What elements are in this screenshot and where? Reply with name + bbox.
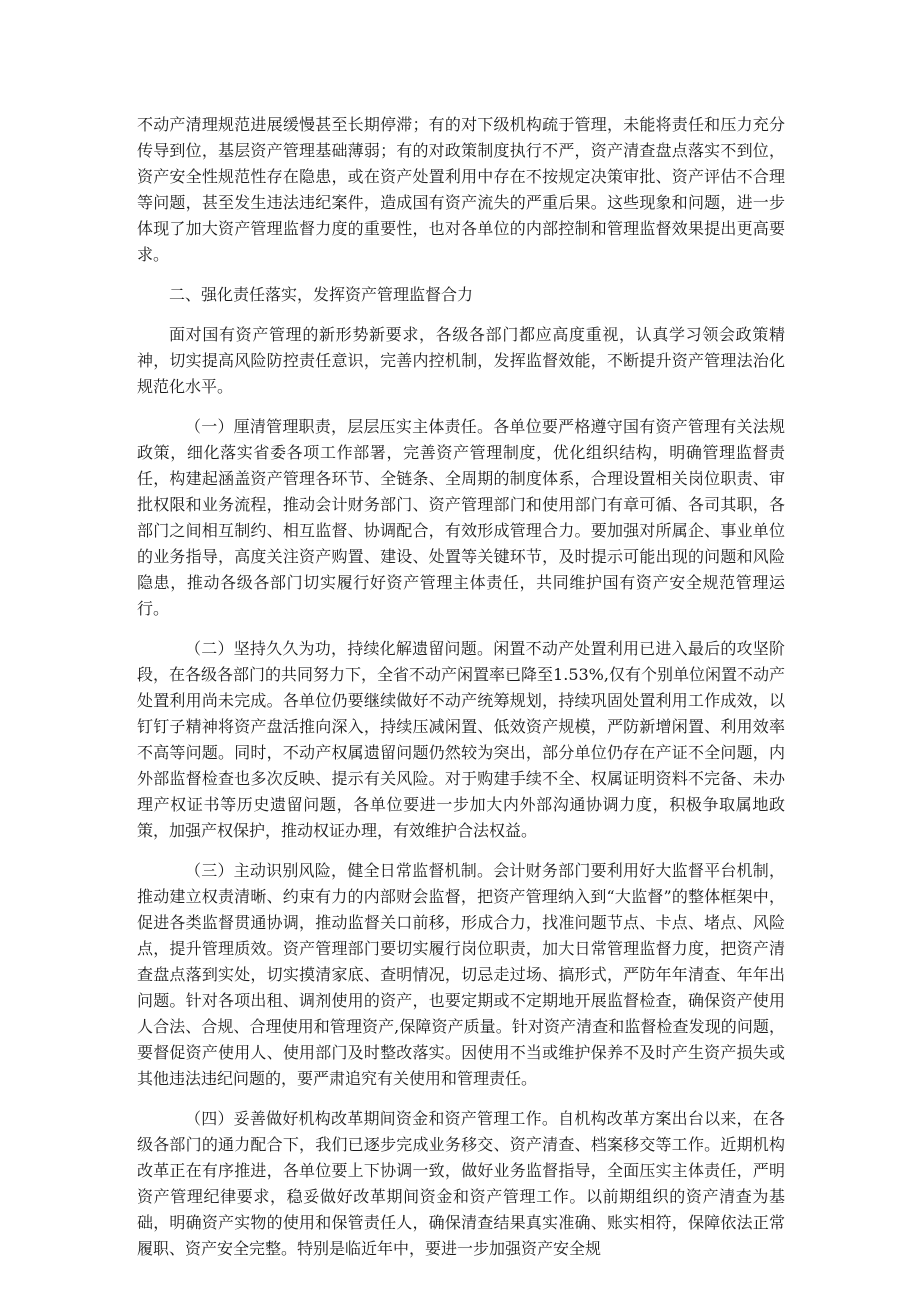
paragraph-intro: 面对国有资产管理的新形势新要求，各级各部门都应高度重视，认真学习领会政策精神，切实提高风险防控责任意识，完善内控机制，发挥监督效能，不断提升资产管理法治化规范化水平。 — [137, 325, 785, 396]
paragraph-item-2: （二）坚持久久为功，持续化解遗留问题。闲置不动产处置利用已进入最后的攻坚阶段，在各级各部门的共同努力下，全省不动产闲置率已降至1.53%,仅有个别单位闲置不动产处置利用尚未完成。各单位仍要继续做好不动产统筹规划，持续巩固处置利用工作成效，以钉钉子精神将资产盘活推向深入，持续压减闲置、低效资产规模，严防新增闲置、利用效率不高等问题。同时，不动产权属遗留问题仍然较为突出，部分单位仍存在产证不全问题，内外部监督检查也多次反映、提示有关风险。对于购建手续不全、权属证明资料不完备、未办理产权证书等历史遗留问题，各单位要进一步加大内外部沟通协调力度，积极争取属地政策，加强产权保护，推动权证办理，有效维护合法权益。 — [137, 639, 785, 840]
paragraph-continuation: 不动产清理规范进展缓慢甚至长期停滞；有的对下级机构疏于管理，未能将责任和压力充分传导到位，基层资产管理基础薄弱；有的对政策制度执行不严，资产清查盘点落实不到位，资产安全性规范性存在隐患，或在资产处置利用中存在不按规定决策审批、资产评估不合理等问题，甚至发生违法违纪案件，造成国有资产流失的严重后果。这些现象和问题，进一步体现了加大资产管理监督力度的重要性，也对各单位的内部控制和管理监督效果提出更高要求。 — [137, 115, 785, 264]
paragraph-item-1: （一）厘清管理职责，层层压实主体责任。各单位要严格遵守国有资产管理有关法规政策，细化落实省委各项工作部署，完善资产管理制度，优化组织结构，明确管理监督责任，构建起涵盖资产管理各环节、全链条、全周期的制度体系，合理设置相关岗位职责、审批权限和业务流程，推动会计财务部门、资产管理部门和使用部门有章可循、各司其职，各部门之间相互制约、相互监督、协调配合，有效形成管理合力。要加强对所属企、事业单位的业务指导，高度关注资产购置、建设、处置等关键环节，及时提示可能出现的问题和风险隐患，推动各级各部门切实履行好资产管理主体责任，共同维护国有资产安全规范管理运行。 — [137, 417, 785, 618]
paragraph-item-4: （四）妥善做好机构改革期间资金和资产管理工作。自机构改革方案出台以来，在各级各部门的通力配合下，我们已逐步完成业务移交、资产清查、档案移交等工作。近期机构改革正在有序推进，各单位要上下协调一致，做好业务监督指导，全面压实主体责任，严明资产管理纪律要求，稳妥做好改革期间资金和资产管理工作。以前期组织的资产清查为基础，明确资产实物的使用和保管责任人，确保清查结果真实准确、账实相符，保障依法正常履职、资产安全完整。特别是临近年中，要进一步加强资产安全规 — [137, 1109, 785, 1258]
section-heading-2: 二、强化责任落实，发挥资产管理监督合力 — [169, 285, 474, 304]
paragraph-item-3: （三）主动识别风险，健全日常监督机制。会计财务部门要利用好大监督平台机制，推动建立权责清晰、约束有力的内部财会监督，把资产管理纳入到“大监督”的整体框架中，促进各类监督贯通协调，推动监督关口前移，形成合力，找准问题节点、卡点、堵点、风险点，提升管理质效。资产管理部门要切实履行岗位职责，加大日常管理监督力度，把资产清查盘点落到实处，切实摸清家底、查明情况，切忌走过场、搞形式，严防年年清查、年年出问题。针对各项出租、调剂使用的资产，也要定期或不定期地开展监督检查，确保资产使用人合法、合规、合理使用和管理资产,保障资产质量。针对资产清查和监督检查发现的问题，要督促资产使用人、使用部门及时整改落实。因使用不当或维护保养不及时产生资产损失或其他违法违纪问题的，要严肃追究有关使用和管理责任。 — [137, 861, 785, 1088]
